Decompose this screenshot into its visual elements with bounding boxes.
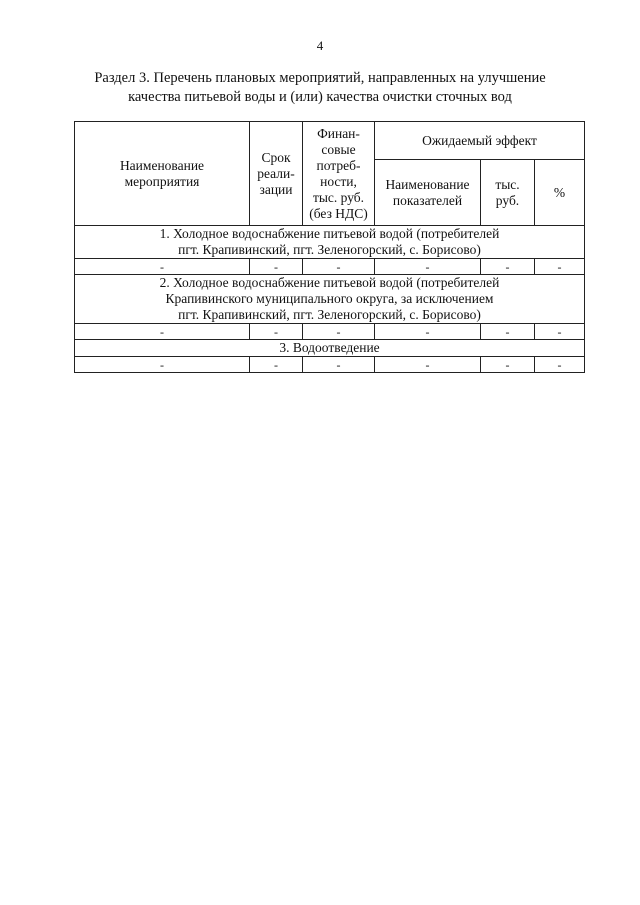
cell-percent: -: [535, 357, 585, 373]
section-1-line-2: пгт. Крапивинский, пгт. Зеленогорский, с. Борисово): [178, 242, 481, 257]
cell-indicators: -: [375, 259, 481, 275]
cell-percent: -: [535, 259, 585, 275]
cell-thousand-rub: -: [481, 259, 535, 275]
cell-percent: -: [535, 324, 585, 340]
section-title-3: [75, 340, 585, 357]
header-row-1: [75, 122, 585, 160]
section-1-line-1: 1. Холодное водоснабжение питьевой водой (потребителей: [159, 226, 500, 241]
header-thousand-rub-line-1: тыс.: [495, 176, 520, 192]
cell-name: -: [75, 259, 250, 275]
cell-name: -: [75, 357, 250, 373]
cell-term: -: [250, 324, 303, 340]
cell-name: -: [75, 324, 250, 340]
cell-thousand-rub: -: [481, 324, 535, 340]
section-2-line-2: Крапивинского муниципального округа, за исключением: [165, 291, 494, 306]
section-heading: [60, 69, 580, 107]
section-title-1: [75, 226, 585, 259]
header-term-line-3: зации: [259, 181, 293, 197]
header-finance-line-1: Финан-: [317, 125, 360, 141]
section-2-line-1: 2. Холодное водоснабжение питьевой водой (потребителей: [159, 275, 500, 290]
header-indicators: [375, 160, 481, 226]
cell-term: -: [250, 259, 303, 275]
section-row-1: [75, 226, 585, 259]
section-3-line-1: 3. Водоотведение: [279, 340, 380, 355]
header-finance-line-2: совые: [321, 141, 356, 157]
header-name: [75, 122, 250, 226]
table-row: [75, 259, 585, 275]
header-term-line-2: реали-: [257, 165, 295, 181]
cell-indicators: -: [375, 357, 481, 373]
header-term: [250, 122, 303, 226]
header-name-line-2: мероприятия: [124, 173, 200, 189]
page-number: 4: [316, 38, 324, 53]
section-heading-line-2: качества питьевой воды и (или) качества очистки сточных вод: [128, 89, 512, 105]
cell-indicators: -: [375, 324, 481, 340]
section-title-2: [75, 275, 585, 324]
section-heading-line-1: Раздел 3. Перечень плановых мероприятий, направленных на улучшение: [94, 70, 546, 86]
table-row: [75, 357, 585, 373]
header-percent: %: [535, 160, 585, 226]
header-finance-line-6: (без НДС): [309, 205, 368, 221]
header-finance: [303, 122, 375, 226]
section-2-line-3: пгт. Крапивинский, пгт. Зеленогорский, с. Борисово): [178, 307, 481, 322]
header-indicators-line-2: показателей: [392, 192, 463, 208]
header-finance-line-3: потреб-: [316, 157, 361, 173]
table-row: [75, 324, 585, 340]
cell-finance: -: [303, 324, 375, 340]
cell-term: -: [250, 357, 303, 373]
section-row-2: [75, 275, 585, 324]
header-term-line-1: Срок: [261, 149, 291, 165]
header-thousand-rub-line-2: руб.: [495, 192, 520, 208]
header-indicators-line-1: Наименование: [385, 176, 470, 192]
header-finance-line-5: тыс. руб.: [312, 189, 365, 205]
header-thousand-rub: [481, 160, 535, 226]
cell-thousand-rub: -: [481, 357, 535, 373]
cell-finance: -: [303, 259, 375, 275]
measures-table: [74, 121, 585, 373]
header-finance-line-4: ности,: [320, 173, 357, 189]
section-row-3: [75, 340, 585, 357]
header-name-line-1: Наименование: [119, 157, 205, 173]
cell-finance: -: [303, 357, 375, 373]
header-effect: Ожидаемый эффект: [375, 122, 585, 160]
